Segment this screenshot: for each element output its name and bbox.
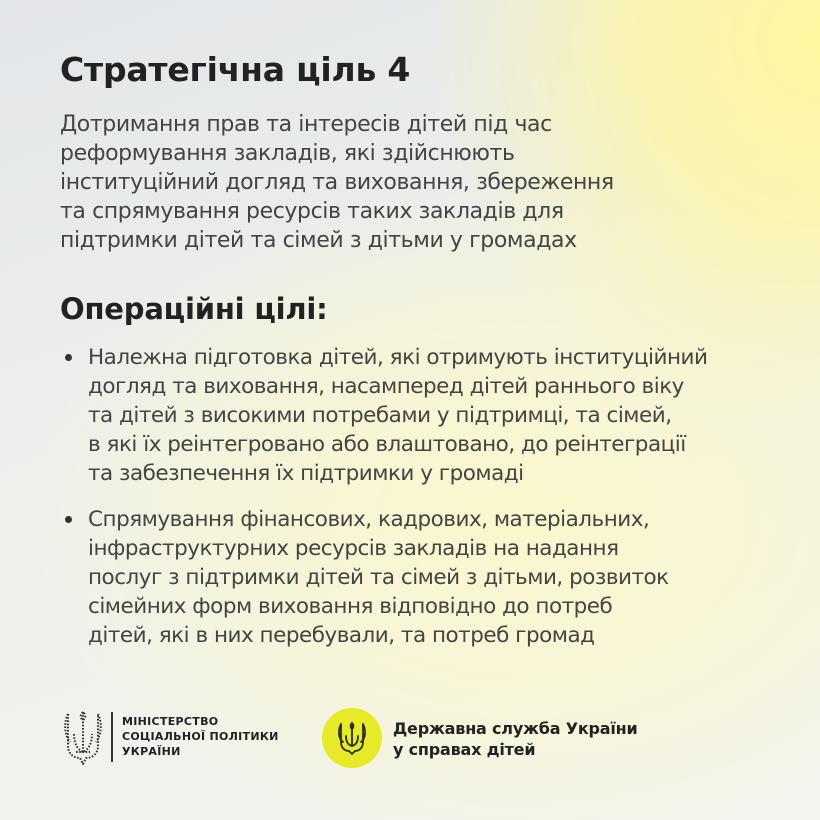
ministry-name-line: МІНІСТЕРСТВО xyxy=(122,715,219,728)
goal-line: в які їх реінтегровано або влаштовано, до реінтеграції xyxy=(88,432,686,457)
service-name-line: у справах дітей xyxy=(393,740,536,759)
goal-line: Належна підготовка дітей, які отримують інституційний xyxy=(88,345,708,370)
service-name xyxy=(393,718,638,760)
description-line: інституційний догляд та виховання, збереження xyxy=(60,170,614,195)
page-title: Стратегічна ціль 4 xyxy=(60,50,411,89)
list-item xyxy=(60,505,780,650)
ministry-name-line: УКРАЇНИ xyxy=(122,745,181,758)
ministry-name-line: СОЦІАЛЬНОЇ ПОЛІТИКИ xyxy=(122,730,279,743)
bullet-icon xyxy=(65,354,72,361)
goal-line: та забезпечення їх підтримки у громаді xyxy=(88,461,524,486)
description-line: та спрямування ресурсів таких закладів для xyxy=(60,199,564,224)
goal-line: догляд та виховання, насамперед дітей раннього віку xyxy=(88,374,684,399)
operational-goals-heading: Операційні цілі: xyxy=(60,292,328,326)
footer-logos xyxy=(60,708,700,772)
logo-divider xyxy=(111,712,113,762)
operational-goals-list xyxy=(60,343,780,667)
service-emblem xyxy=(322,708,382,768)
goal-line: послуг з підтримки дітей та сімей з дітьми, розвиток xyxy=(88,565,669,590)
ministry-logo xyxy=(60,708,300,772)
goal-line: та дітей з високими потребами у підтримці, та сімей, xyxy=(88,403,672,428)
goal-line: Спрямування фінансових, кадрових, матеріальних, xyxy=(88,507,650,532)
service-name-line: Державна служба України xyxy=(393,719,638,738)
description-line: реформування закладів, які здійснюють xyxy=(60,141,515,166)
trident-icon xyxy=(335,720,369,756)
strategic-goal-description xyxy=(60,110,790,255)
bullet-icon xyxy=(65,516,72,523)
goal-line: дітей, які в них перебували, та потреб громад xyxy=(88,623,595,648)
list-item xyxy=(60,343,780,488)
ministry-name xyxy=(122,714,279,759)
children-service-logo xyxy=(322,708,702,772)
goal-line: інфраструктурних ресурсів закладів на надання xyxy=(88,536,619,561)
description-line: підтримки дітей та сімей з дітьми у громадах xyxy=(60,228,577,253)
description-line: Дотримання прав та інтересів дітей під час xyxy=(60,112,552,137)
goal-line: сімейних форм виховання відповідно до потреб xyxy=(88,594,613,619)
